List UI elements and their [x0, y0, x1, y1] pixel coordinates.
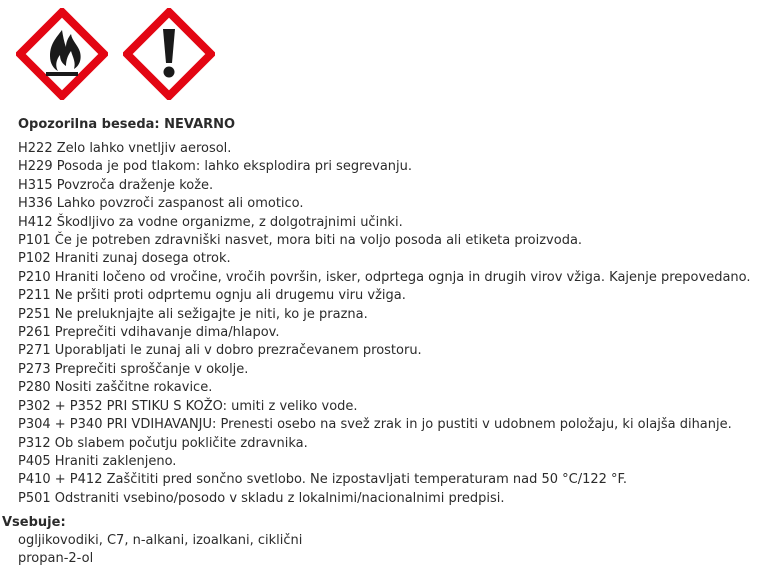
flame-icon	[16, 8, 108, 100]
statement-item: P280 Nositi zaščitne rokavice.	[18, 380, 213, 396]
statement-item: H336 Lahko povzroči zaspanost ali omotico.	[18, 196, 304, 212]
ingredient-item: ogljikovodiki, C7, n-alkani, izoalkani, ciklični	[18, 533, 303, 548]
statement-item: H222 Zelo lahko vnetljiv aerosol.	[18, 141, 232, 156]
statement-item: P302 + P352 PRI STIKU S KOŽO: umiti z veliko vode.	[18, 398, 358, 414]
hazard-precautionary-statements	[18, 140, 751, 508]
statement-item: P304 + P340 PRI VDIHAVANJU: Prenesti osebo na svež zrak in jo pustiti v udobnem položaju, ki olajša dihanje.	[18, 417, 732, 433]
statement-item: P102 Hraniti zunaj dosega otrok.	[18, 251, 231, 267]
contains-list	[18, 532, 302, 569]
statement-item: P410 + P412 Zaščititi pred sončno svetlobo. Ne izpostavljati temperaturam nad 50 °C/122 °F.	[18, 472, 628, 488]
contains-heading: Vsebuje:	[2, 515, 66, 530]
statement-item: P211 Ne pršiti proti odprtemu ognju ali drugemu viru vžiga.	[18, 288, 406, 304]
statement-item: P210 Hraniti ločeno od vročine, vročih površin, isker, odprtega ognja in drugih virov vžiga. Kajenje prepovedano.	[18, 269, 751, 285]
signal-word: Opozorilna beseda: NEVARNO	[18, 117, 236, 132]
statement-item: H315 Povzroča draženje kože.	[18, 177, 214, 193]
statement-item: P251 Ne preluknjajte ali sežigajte je niti, ko je prazna.	[18, 306, 368, 322]
statement-item: P273 Preprečiti sproščanje v okolje.	[18, 361, 249, 377]
statement-item: H229 Posoda je pod tlakom: lahko eksplodira pri segrevanju.	[18, 159, 413, 175]
statement-item: P101 Če je potreben zdravniški nasvet, mora biti na voljo posoda ali etiketa proizvoda.	[18, 233, 583, 249]
statement-item: P271 Uporabljati le zunaj ali v dobro prezračevanem prostoru.	[18, 343, 422, 359]
statement-item: H412 Škodljivo za vodne organizme, z dolgotrajnimi učinki.	[18, 214, 403, 230]
statement-item: P312 Ob slabem počutju pokličite zdravnika.	[18, 435, 308, 451]
statement-item: P501 Odstraniti vsebino/posodo v skladu z lokalnimi/nacionalnimi predpisi.	[18, 490, 505, 506]
statement-item: P261 Preprečiti vdihavanje dima/hlapov.	[18, 325, 280, 341]
statement-item: P405 Hraniti zaklenjeno.	[18, 453, 177, 469]
ingredient-item: propan-2-ol	[18, 551, 94, 567]
exclamation-mark-icon	[123, 8, 215, 100]
